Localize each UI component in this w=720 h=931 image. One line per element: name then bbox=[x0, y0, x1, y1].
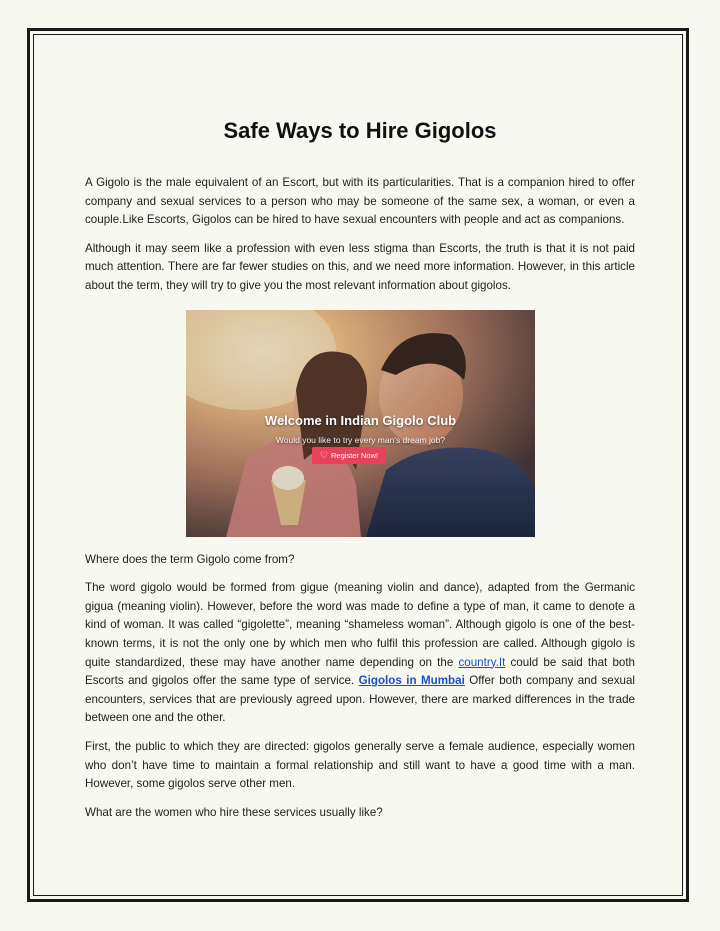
gigolos-in-mumbai-link[interactable]: Gigolos in Mumbai bbox=[358, 674, 465, 688]
paragraph-intro: A Gigolo is the male equivalent of an Escort, but with its particularities. That is a companion hired to offer company and sexual services to a person who may be someone of the same sex, a woman, or even a couple.Like Escorts, Gigolos can be hired to have sexual encounters with people and act as companions. bbox=[85, 176, 635, 227]
section-heading-origin: Where does the term Gigolo come from? bbox=[85, 552, 295, 566]
country-link[interactable]: country.It bbox=[458, 655, 506, 669]
paragraph-audience: First, the public to which they are directed: gigolos generally serve a female audience, especially women who don’t have time to maintain a formal relationship and still want to have a good time with a man. However, some gigolos serve other men. bbox=[85, 739, 635, 791]
hero-subtitle: Would you like to try every man's dream job? bbox=[275, 434, 446, 445]
hero-title: Welcome in Indian Gigolo Club bbox=[264, 412, 457, 428]
etymology-text-c: Offer both company and sexual encounters, services that are previously agreed upon. However, there are marked differences in the trade between one and the other. bbox=[85, 674, 636, 725]
document-title: Safe Ways to Hire Gigolos bbox=[223, 118, 497, 143]
paragraph-etymology bbox=[85, 579, 635, 728]
register-now-button[interactable] bbox=[312, 447, 386, 464]
section-heading-women: What are the women who hire these services usually like? bbox=[85, 805, 383, 819]
hero-image bbox=[186, 310, 535, 537]
heart-icon: ♡ bbox=[319, 449, 328, 460]
document-body bbox=[85, 112, 635, 832]
etymology-text-b: could be said that both Escorts and gigolos offer the same type of service. bbox=[85, 655, 636, 688]
etymology-text-a: The word gigolo would be formed from gigue (meaning violin and dance), adapted from the Germanic gigua (meaning violin). However, before the word was made to define a type of man, it came to denote a kind of woman. It was called “gigolette”, meaning “shameless woman”. Although gigolo is one of the best-known terms, it is not the only one by which men who fulfil this profession are called. Although gigolo is quite standardized, these may have another name depending on the bbox=[85, 581, 635, 669]
paragraph-stigma: Although it may seem like a profession with even less stigma than Escorts, the truth is that it is not paid much attention. There are far fewer studies on this, and we need more information. However, in this article about the term, they will try to give you the most relevant information about gigolos. bbox=[85, 241, 635, 292]
register-now-label: Register Now! bbox=[330, 450, 379, 460]
